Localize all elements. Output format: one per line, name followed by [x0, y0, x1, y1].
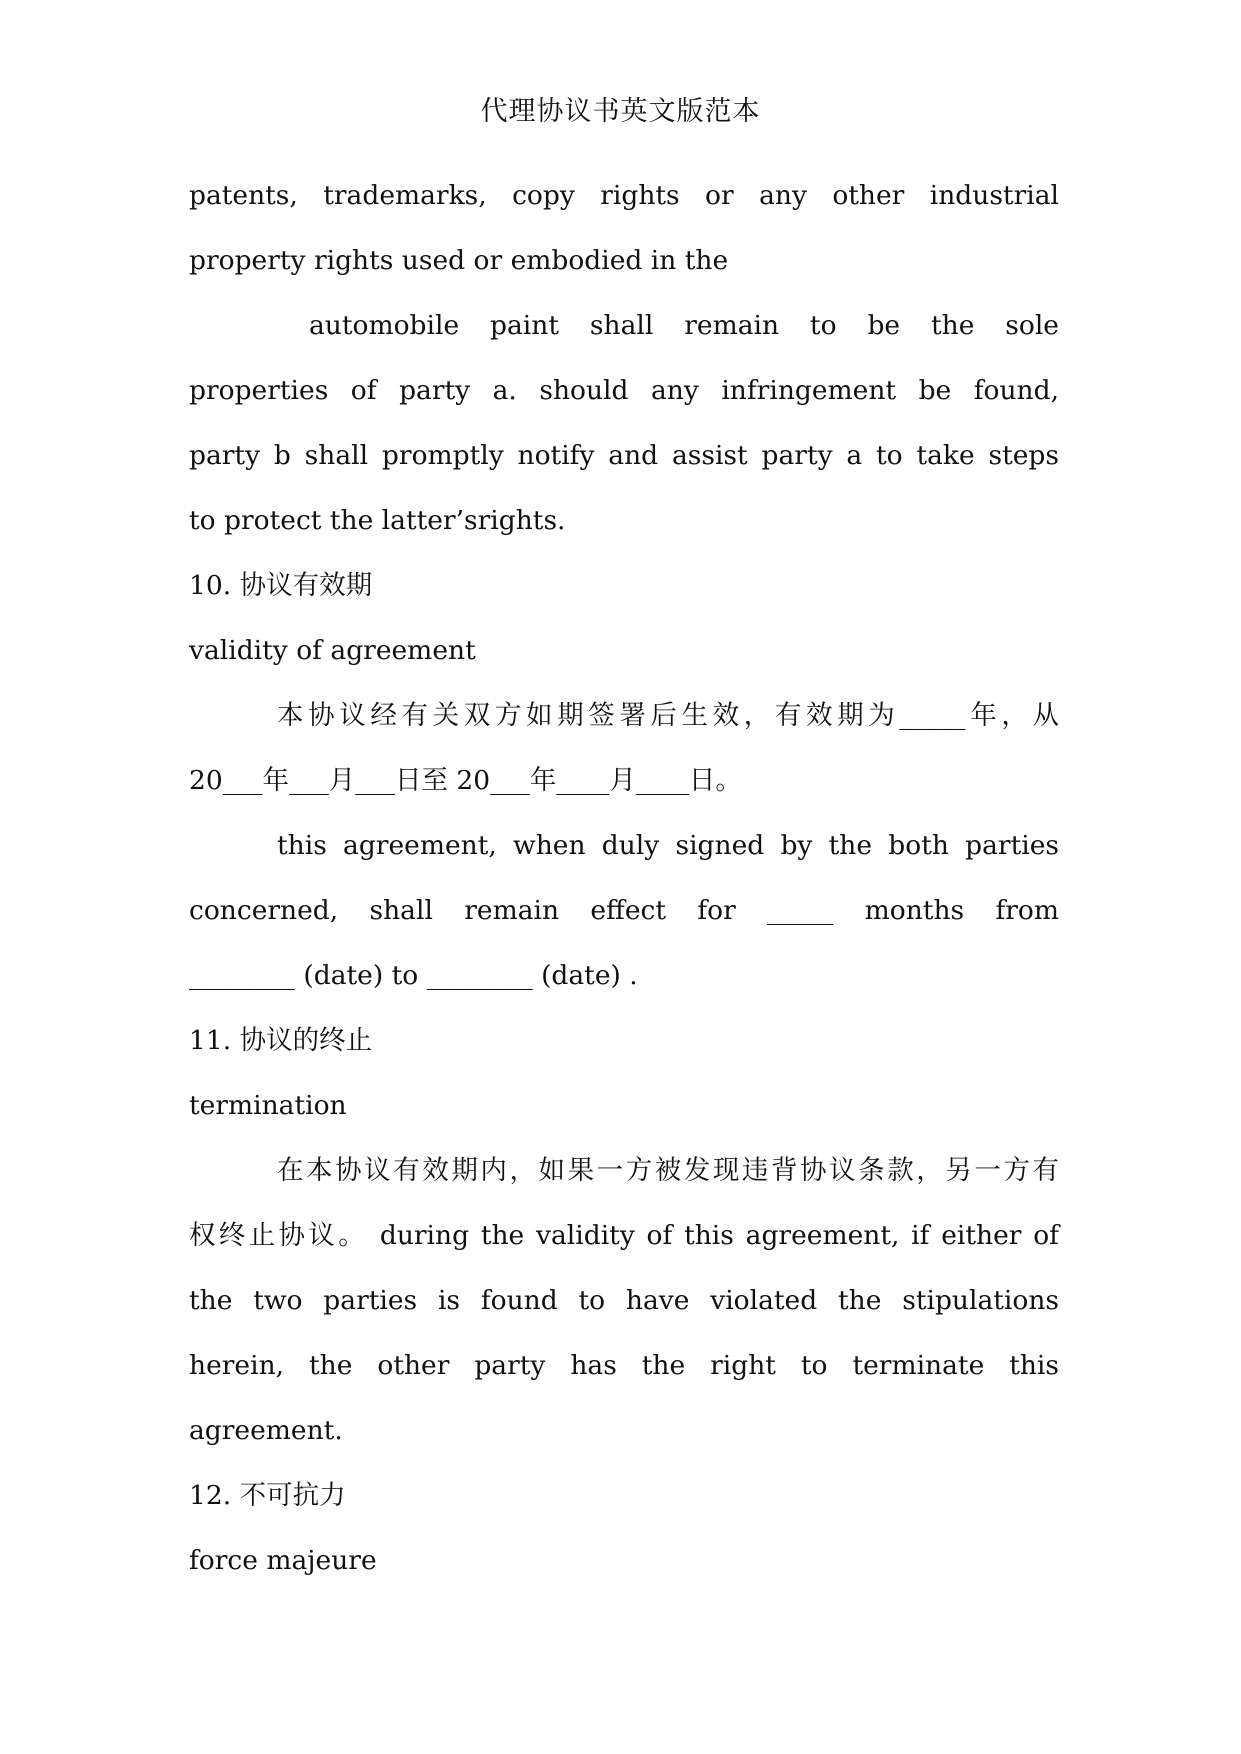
- section-subheading: validity of agreement: [189, 635, 476, 666]
- text-line: properties of party a. should any infringement be found,: [189, 375, 1059, 406]
- text-line: herein, the other party has the right to terminate this: [189, 1350, 1059, 1381]
- text-line: automobile paint shall remain to be the sole: [309, 310, 1059, 341]
- document-title: 代理协议书英文版范本: [480, 96, 761, 127]
- text-line: property rights used or embodied in the: [189, 245, 729, 276]
- section-subheading: force majeure: [189, 1545, 377, 1576]
- document-body: [189, 163, 1059, 1593]
- section-heading: 10. 协议有效期: [189, 570, 373, 601]
- text-line: the two parties is found to have violated the stipulations: [189, 1285, 1059, 1316]
- text-line: 20___年___月___日至 20___年____月____日。: [189, 765, 742, 796]
- text-line: ________ (date) to ________ (date) .: [189, 960, 638, 991]
- text-line: this agreement, when duly signed by the both parties: [277, 830, 1059, 861]
- section-heading: 11. 协议的终止: [189, 1025, 373, 1056]
- text-line: to protect the latter’srights.: [189, 505, 566, 536]
- text-line: 在本协议有效期内，如果一方被发现违背协议条款，另一方有: [277, 1155, 1059, 1186]
- text-line: patents, trademarks, copy rights or any other industrial: [189, 180, 1059, 211]
- text-line: agreement.: [189, 1415, 343, 1446]
- text-line: party b shall promptly notify and assist party a to take steps: [189, 440, 1059, 471]
- section-subheading: termination: [189, 1090, 347, 1121]
- section-heading: 12. 不可抗力: [189, 1480, 346, 1511]
- text-line: 权终止协议。 during the validity of this agreement, if either of: [189, 1220, 1059, 1251]
- text-line: 本协议经有关双方如期签署后生效，有效期为_____年，从: [277, 700, 1059, 731]
- text-line: concerned, shall remain effect for _____ months from: [189, 895, 1059, 926]
